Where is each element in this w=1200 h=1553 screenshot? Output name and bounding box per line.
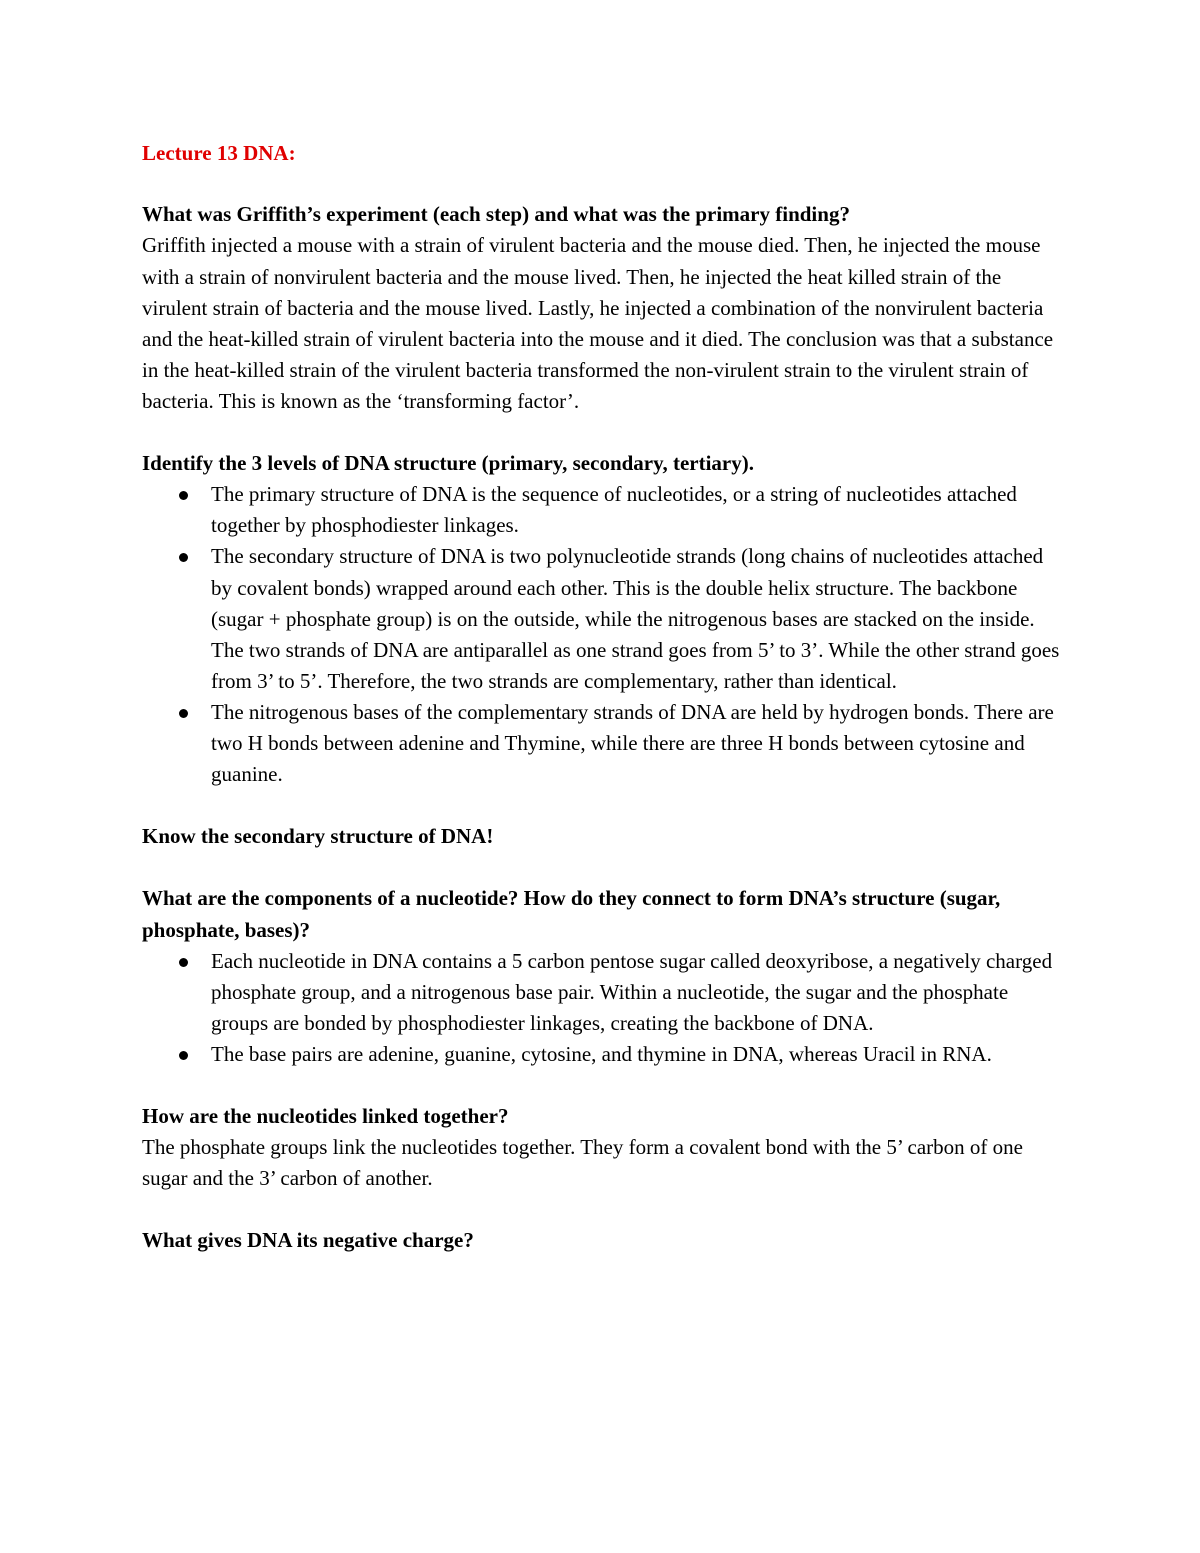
- list-item-text: The base pairs are adenine, guanine, cytosine, and thymine in DNA, whereas Uracil in RNA.: [211, 1041, 992, 1066]
- spacer: [142, 1070, 1067, 1101]
- lecture-title: Lecture 13 DNA:: [142, 141, 296, 165]
- answer-griffith: Griffith injected a mouse with a strain of virulent bacteria and the mouse died. Then, he injected the mouse with a strain of nonvirulent bacteria and the mouse lived. Then, he injected the heat killed strain of the virulent strain of bacteria and the mouse lived. Lastly, he injected a combination of the nonvirulent bacteria and the heat-killed strain of virulent bacteria into the mouse and it died. The conclusion was that a substance in the heat-killed strain of the virulent bacteria transformed the non-virulent strain to the virulent strain of bacteria. This is known as the ‘transforming factor’.: [142, 233, 1054, 413]
- bullet-list-dna-levels: [142, 479, 1067, 790]
- list-item: [142, 541, 1067, 696]
- question-dna-levels: Identify the 3 levels of DNA structure (primary, secondary, tertiary).: [142, 451, 754, 476]
- question-negative-charge: What gives DNA its negative charge?: [142, 1228, 474, 1253]
- bullet-icon: [179, 709, 188, 718]
- spacer: [142, 1194, 1067, 1225]
- question-secondary-structure: Know the secondary structure of DNA!: [142, 824, 494, 849]
- bullet-icon: [179, 553, 188, 562]
- list-item-text: Each nucleotide in DNA contains a 5 carbon pentose sugar called deoxyribose, a negatively charged phosphate group, and a nitrogenous base pair. Within a nucleotide, the sugar and the phosphate groups are bonded by phosphodiester linkages, creating the backbone of DNA.: [211, 948, 1053, 1035]
- bullet-list-nucleotide: [142, 946, 1067, 1070]
- spacer: [142, 790, 1067, 821]
- bullet-icon: [179, 1051, 188, 1060]
- spacer: [142, 417, 1067, 448]
- bullet-icon: [179, 491, 188, 500]
- question-nucleotide-linking: How are the nucleotides linked together?: [142, 1104, 509, 1129]
- list-item: [142, 946, 1067, 1039]
- list-item-text: The secondary structure of DNA is two polynucleotide strands (long chains of nucleotides attached by covalent bonds) wrapped around each other. This is the double helix structure. The backbone (sugar + phosphate group) is on the outside, while the nitrogenous bases are stacked on the inside. The two strands of DNA are antiparallel as one strand goes from 5’ to 3’. While the other strand goes from 3’ to 5’. Therefore, the two strands are complementary, rather than identical.: [211, 544, 1060, 693]
- document-page: [142, 138, 1067, 1257]
- list-item: [142, 1039, 1067, 1070]
- list-item: [142, 479, 1067, 541]
- list-item: [142, 697, 1067, 790]
- answer-nucleotide-linking: The phosphate groups link the nucleotides together. They form a covalent bond with the 5’ carbon of one sugar and the 3’ carbon of another.: [142, 1135, 1023, 1191]
- question-griffith: What was Griffith’s experiment (each step) and what was the primary finding?: [142, 202, 850, 227]
- bullet-icon: [179, 958, 188, 967]
- list-item-text: The nitrogenous bases of the complementary strands of DNA are held by hydrogen bonds. There are two H bonds between adenine and Thymine, while there are three H bonds between cytosine and guanine.: [211, 699, 1054, 787]
- spacer: [142, 852, 1067, 883]
- list-item-text: The primary structure of DNA is the sequence of nucleotides, or a string of nucleotides attached together by phosphodiester linkages.: [211, 482, 1017, 538]
- question-nucleotide-components: What are the components of a nucleotide? How do they connect to form DNA’s structure (sugar, phosphate, bases)?: [142, 886, 1001, 942]
